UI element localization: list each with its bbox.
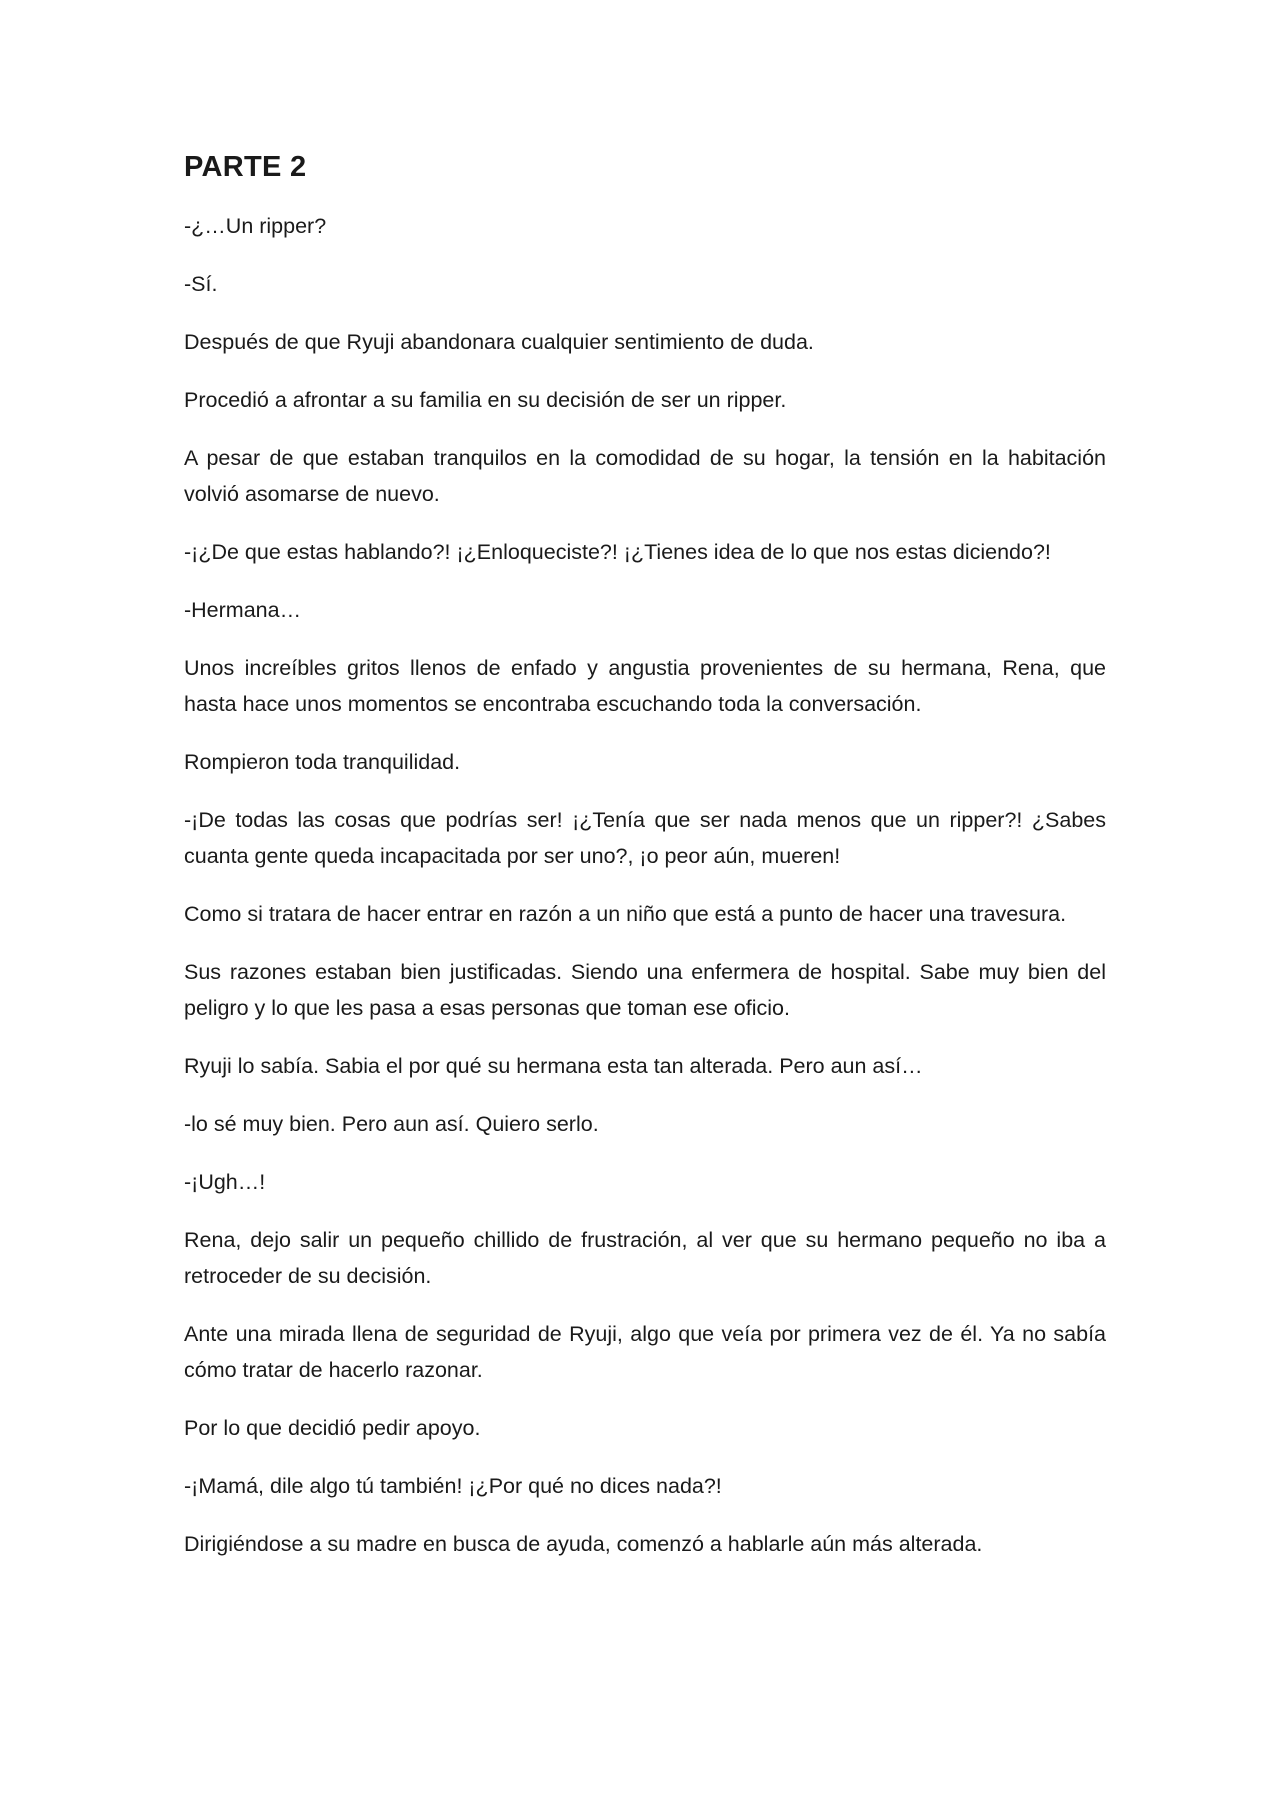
- paragraph: -Hermana…: [184, 597, 302, 622]
- paragraph: -¡¿De que estas hablando?! ¡¿Enloqueciste?! ¡¿Tienes idea de lo que nos estas diciendo?!: [184, 539, 1051, 564]
- paragraph: Rena, dejo salir un pequeño chillido de frustración, al ver que su hermano pequeño no iba a retroceder de su decisión.: [184, 1227, 1106, 1288]
- chapter-title: PARTE 2: [184, 151, 307, 183]
- document-page: [184, 150, 1106, 1584]
- document-body: [184, 208, 1106, 1562]
- paragraph: Ryuji lo sabía. Sabia el por qué su hermana esta tan alterada. Pero aun así…: [184, 1053, 923, 1078]
- paragraph: A pesar de que estaban tranquilos en la comodidad de su hogar, la tensión en la habitación volvió asomarse de nuevo.: [184, 445, 1106, 506]
- paragraph: -¡Mamá, dile algo tú también! ¡¿Por qué no dices nada?!: [184, 1473, 722, 1498]
- paragraph: -¿…Un ripper?: [184, 213, 327, 238]
- paragraph: Sus razones estaban bien justificadas. Siendo una enfermera de hospital. Sabe muy bien del peligro y lo que les pasa a esas personas que toman ese oficio.: [184, 959, 1106, 1020]
- paragraph: Unos increíbles gritos llenos de enfado y angustia provenientes de su hermana, Rena, que hasta hace unos momentos se encontraba escuchando toda la conversación.: [184, 655, 1106, 716]
- paragraph: Procedió a afrontar a su familia en su decisión de ser un ripper.: [184, 387, 787, 412]
- paragraph: -¡Ugh…!: [184, 1169, 266, 1194]
- paragraph: Ante una mirada llena de seguridad de Ryuji, algo que veía por primera vez de él. Ya no sabía cómo tratar de hacerlo razonar.: [184, 1321, 1106, 1382]
- paragraph: -¡De todas las cosas que podrías ser! ¡¿Tenía que ser nada menos que un ripper?! ¿Sabes cuanta gente queda incapacitada por ser uno?, ¡o peor aún, mueren!: [184, 807, 1106, 868]
- paragraph: Rompieron toda tranquilidad.: [184, 749, 461, 774]
- paragraph: Dirigiéndose a su madre en busca de ayuda, comenzó a hablarle aún más alterada.: [184, 1531, 983, 1556]
- paragraph: Después de que Ryuji abandonara cualquier sentimiento de duda.: [184, 329, 814, 354]
- paragraph: Por lo que decidió pedir apoyo.: [184, 1415, 481, 1440]
- paragraph: -lo sé muy bien. Pero aun así. Quiero serlo.: [184, 1111, 599, 1136]
- paragraph: -Sí.: [184, 271, 218, 296]
- paragraph: Como si tratara de hacer entrar en razón a un niño que está a punto de hacer una travesura.: [184, 901, 1067, 926]
